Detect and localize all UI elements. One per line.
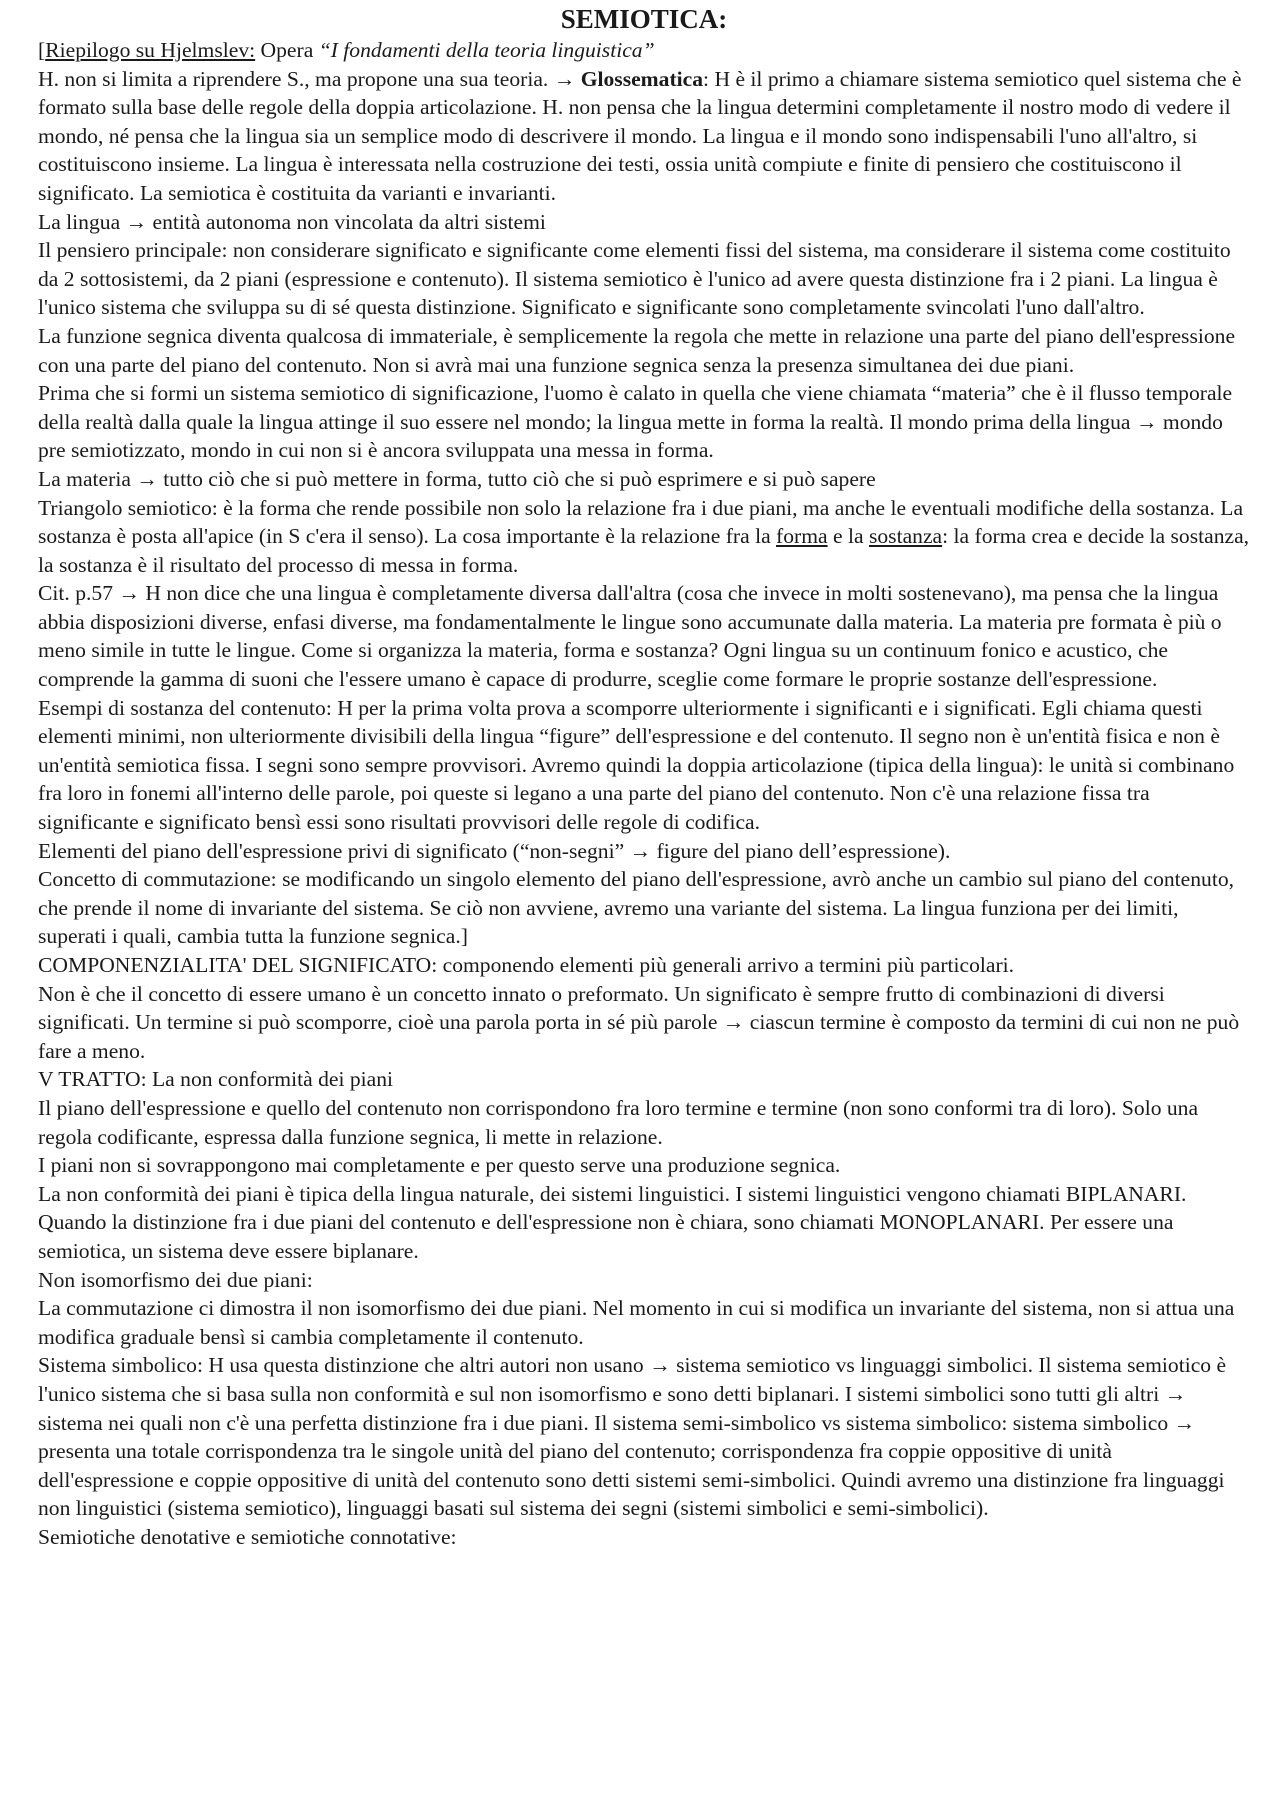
paragraph: Sistema simbolico: H usa questa distinzione che altri autori non usano → sistema semiotico vs linguaggi simbolici. Il sistema semiotico è l'unico sistema che si basa sulla non conformità e sul non isomorfismo e sono detti biplanari. I sistemi simbolici sono tutti gli altri → sistema nei quali non c'è una perfetta distinzione fra i due piani. Il sistema semi-simbolico vs sistema simbolico: sistema simbolico → presenta una totale corrispondenza tra le singole unità del piano del contenuto; corrispondenza fra coppie oppositive di unità dell'espressione e coppie oppositive di unità del contenuto sono detti sistemi semi-simbolici. Quindi avremo una distinzione fra linguaggi non linguistici (sistema semiotico), linguaggi basati sul sistema dei segni (sistemi simbolici e semi-simbolici). [38,1353,1227,1521]
paragraph: I piani non si sovrappongono mai completamente e per questo serve una produzione segnica. [38,1153,841,1178]
paragraph: COMPONENZIALITA' DEL SIGNIFICATO: componendo elementi più generali arrivo a termini più particolari. [38,953,1015,977]
paragraph: La commutazione ci dimostra il non isomorfismo dei due piani. Nel momento in cui si modifica un invariante del sistema, non si attua una modifica graduale bensì si cambia completamente il contenuto. [38,1296,1235,1349]
opera-label: Opera [255,38,319,62]
paragraph: Prima che si formi un sistema semiotico di significazione, l'uomo è calato in quella che viene chiamata “materia” che è il flusso temporale della realtà dalla quale la lingua attinge il suo essere nel mondo; la lingua mette in forma la realtà. Il mondo prima della lingua → mondo pre semiotizzato, mondo in cui non si è ancora sviluppata una messa in forma. [38,381,1233,463]
paragraph-triangolo [38,494,1250,580]
section-heading: V TRATTO: La non conformità dei piani [38,1067,394,1092]
text-run: e la [827,524,869,549]
work-title: “I fondamenti della teoria linguistica” [318,38,655,62]
recap-label: Riepilogo su Hjelmslev: [45,38,256,62]
intro-line [38,36,1250,65]
paragraph: Il pensiero principale: non considerare significato e significante come elementi fissi del sistema, ma considerare il sistema come costituito da 2 sottosistemi, da 2 piani (espressione e contenuto). Il sistema semiotico è l'unico ad avere questa distinzione fra i 2 piani. La lingua è l'unico sistema che sviluppa su di sé questa distinzione. Significato e significante sono completamente svincolati l'uno dall'altro. [38,238,1231,320]
paragraph: La funzione segnica diventa qualcosa di immateriale, è semplicemente la regola che mette in relazione una parte del piano dell'espressione con una parte del piano del contenuto. Non si avrà mai una funzione segnica senza la presenza simultanea dei due piani. [38,323,1236,377]
section-heading: Non isomorfismo dei due piani: [38,1267,313,1292]
paragraph-glossematica [38,65,1250,208]
paragraph: Il piano dell'espressione e quello del contenuto non corrispondono fra loro termine e termine (non sono conformi tra di loro). Solo una regola codificante, espressa dalla funzione segnica, li mette in relazione. [38,1095,1199,1149]
paragraph: Esempi di sostanza del contenuto: H per la prima volta prova a scomporre ulteriormente i significanti e i significati. Egli chiama questi elementi minimi, non ulteriormente divisibili della lingua “figure” dell'espressione e del contenuto. Il segno non è un'entità fisica e non è un'entità semiotica fissa. I segni sono sempre provvisori. Avremo quindi la doppia articolazione (tipica della lingua): le unità si combinano fra loro in fonemi all'interno delle parole, poi queste si legano a una parte del piano del contenuto. Non c'è una relazione fissa tra significante e significato bensì essi sono risultati provvisori delle regole di codifica. [38,695,1235,835]
paragraph: Cit. p.57 → H non dice che una lingua è completamente diversa dall'altra (cosa che invece in molti sostenevano), ma pensa che la lingua abbia disposizioni diverse, enfasi diverse, ma fondamentalmente le lingue sono accumunate dalla materia. La materia pre formata è più o meno simile in tutte le lingue. Come si organizza la materia, forma e sostanza? Ogni lingua su un continuum fonico e acustico, che comprende la gamma di suoni che l'essere umano è capace di produrre, sceglie come formare le proprie sostanze dell'espressione. [38,581,1222,692]
section-heading: Semiotiche denotative e semiotiche connotative: [38,1524,457,1549]
sostanza-term: sostanza [868,524,943,549]
paragraph: Non è che il concetto di essere umano è un concetto innato o preformato. Un significato è sempre frutto di combinazioni di diversi significati. Un termine si può scomporre, cioè una parola porta in sé più parole → ciascun termine è composto da termini di cui non ne può fare a meno. [38,981,1240,1063]
paragraph: Concetto di commutazione: se modificando un singolo elemento del piano dell'espressione, avrò anche un cambio sul piano del contenuto, che prende il nome di invariante del sistema. Se ciò non avviene, avremo una variante del sistema. La lingua funziona per dei limiti, superati i quali, cambia tutta la funzione segnica.] [38,867,1235,949]
paragraph: La lingua → entità autonoma non vincolata da altri sistemi [38,209,546,234]
paragraph: La non conformità dei piani è tipica della lingua naturale, dei sistemi linguistici. I sistemi linguistici vengono chiamati BIPLANARI. Quando la distinzione fra i due piani del contenuto e dell'espressione non è chiara, sono chiamati MONOPLANARI. Per essere una semiotica, un sistema deve essere biplanare. [38,1181,1187,1263]
document-page [38,0,1250,1551]
page-title: SEMIOTICA: [560,4,728,34]
text-run: H. non si limita a riprendere S., ma propone una sua teoria. → [38,66,581,91]
open-bracket: [ [38,38,46,62]
paragraph: La materia → tutto ciò che si può mettere in forma, tutto ciò che si può esprimere e si può sapere [38,466,876,491]
text-run: Triangolo semiotico: è la forma che rende possibile non solo la relazione fra i due piani, ma anche le eventuali modifiche della sostanza. La sostanza è posta all'apice (in S c'era il senso). La cosa importante è la relazione fra la [38,495,1244,549]
paragraph: Elementi del piano dell'espressione privi di significato (“non-segni” → figure del piano dell’espressione). [38,838,951,863]
text-run: : la forma crea e decide la sostanza, la sostanza è il risultato del processo di messa in forma. [38,524,1250,577]
glossematica-term: Glossematica [580,66,704,91]
text-run: : H è il primo a chiamare sistema semiotico quel sistema che è formato sulla base delle regole della doppia articolazione. H. non pensa che la lingua determini completamente il nostro modo di vedere il mondo, né pensa che la lingua sia un semplice modo di descrivere il mondo. La lingua e il mondo sono indispensabili l'uno all'altro, si costituiscono insieme. La lingua è interessata nella costruzione dei testi, ossia unità compiute e finite di pensiero che costituiscono il significato. La semiotica è costituita da varianti e invarianti. [38,66,1242,205]
forma-term: forma [776,524,828,549]
